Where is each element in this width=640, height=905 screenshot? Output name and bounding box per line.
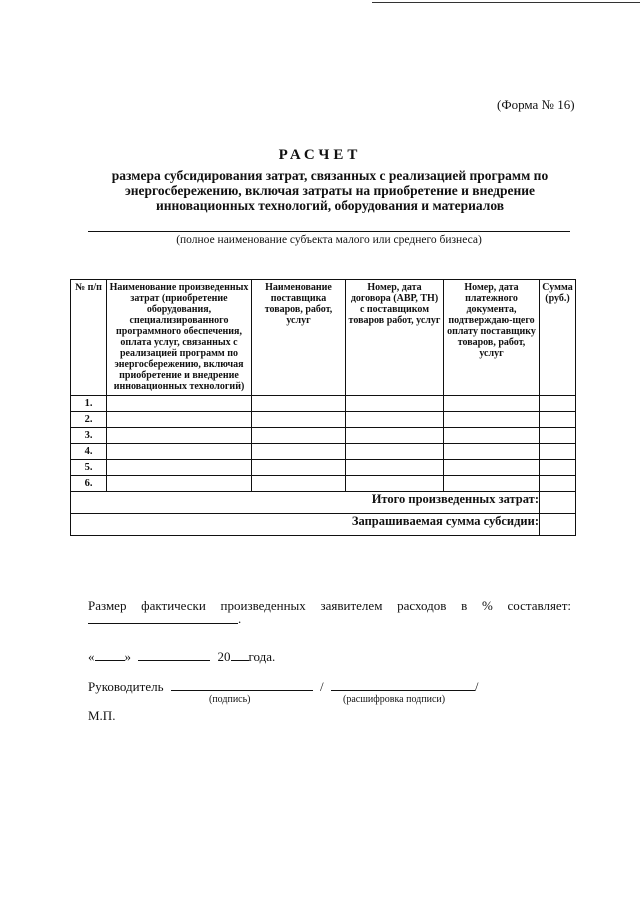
header-payment-doc: Номер, дата платежного документа, подтверждаю-щего оплату поставщику товаров, работ, услуг xyxy=(444,280,540,396)
table-cell[interactable] xyxy=(540,476,576,492)
row-number: 2. xyxy=(71,412,107,428)
table-cell[interactable] xyxy=(540,460,576,476)
header-expense-name: Наименование произведенных затрат (приобретение оборудования, специализированного программного обеспечения, оплата услуг, связанных с реализацией программ по энергосбережению, включая приобретение и внедрение инновационных технологий) xyxy=(107,280,252,396)
table-cell[interactable] xyxy=(346,460,444,476)
table-row xyxy=(71,444,576,460)
table-cell[interactable] xyxy=(540,396,576,412)
table-cell[interactable] xyxy=(252,460,346,476)
header-number: № п/п xyxy=(71,280,107,396)
total-amount-cell[interactable] xyxy=(540,492,576,514)
table-cell[interactable] xyxy=(107,428,252,444)
date-year-prefix: 20 xyxy=(217,649,231,664)
table-row xyxy=(71,476,576,492)
document-subtitle: размера субсидирования затрат, связанных с реализацией программ по энергосбережению, включая затраты на приобретение и внедрение инновационных технологий, оборудования и материалов xyxy=(111,168,549,213)
table-row xyxy=(71,428,576,444)
requested-row xyxy=(71,514,576,536)
table-cell[interactable] xyxy=(540,444,576,460)
business-name-caption: (полное наименование субъекта малого или среднего бизнеса) xyxy=(176,234,482,246)
date-day-blank[interactable] xyxy=(95,648,125,661)
header-supplier: Наименование поставщика товаров, работ, услуг xyxy=(252,280,346,396)
table-row xyxy=(71,412,576,428)
document-title: РАСЧЕТ xyxy=(278,147,362,163)
stamp-place: М.П. xyxy=(88,708,116,723)
total-label: Итого произведенных затрат: xyxy=(71,492,540,514)
table-cell[interactable] xyxy=(252,444,346,460)
date-year-suffix: года. xyxy=(248,649,276,664)
total-row xyxy=(71,492,576,514)
table-cell[interactable] xyxy=(444,444,540,460)
table-cell[interactable] xyxy=(444,428,540,444)
date-close-quote: » xyxy=(124,649,131,664)
expense-percent-text: Размер фактически произведенных заявителем расходов в % составляет: xyxy=(88,598,571,613)
header-contract: Номер, дата договора (АВР, ТН) с поставщиком товаров работ, услуг xyxy=(346,280,444,396)
signature-line xyxy=(88,678,479,695)
table-row xyxy=(71,460,576,476)
table-cell[interactable] xyxy=(346,476,444,492)
date-line xyxy=(88,648,275,665)
row-number: 3. xyxy=(71,428,107,444)
expense-table xyxy=(70,279,576,536)
expense-percent-blank[interactable] xyxy=(88,623,238,624)
row-number: 4. xyxy=(71,444,107,460)
table-cell[interactable] xyxy=(107,460,252,476)
row-number: 1. xyxy=(71,396,107,412)
requested-amount-cell[interactable] xyxy=(540,514,576,536)
table-cell[interactable] xyxy=(540,412,576,428)
table-cell[interactable] xyxy=(107,444,252,460)
business-name-line xyxy=(88,231,570,232)
signature-decode-caption: (расшифровка подписи) xyxy=(343,694,446,705)
table-cell[interactable] xyxy=(346,428,444,444)
date-open-quote: « xyxy=(88,649,95,664)
table-cell[interactable] xyxy=(107,396,252,412)
expense-percent-period: . xyxy=(238,611,242,626)
table-cell[interactable] xyxy=(346,444,444,460)
table-cell[interactable] xyxy=(107,476,252,492)
signature-separator-end: / xyxy=(474,679,479,694)
row-number: 6. xyxy=(71,476,107,492)
requested-label: Запрашиваемая сумма субсидии: xyxy=(71,514,540,536)
table-cell[interactable] xyxy=(346,412,444,428)
signature-blank[interactable] xyxy=(171,678,313,691)
scan-edge-line xyxy=(372,2,640,3)
date-year-blank[interactable] xyxy=(231,648,249,661)
signature-separator: / xyxy=(320,679,324,694)
table-cell[interactable] xyxy=(540,428,576,444)
table-cell[interactable] xyxy=(252,412,346,428)
table-cell[interactable] xyxy=(444,396,540,412)
table-cell[interactable] xyxy=(444,476,540,492)
table-cell[interactable] xyxy=(444,460,540,476)
date-month-blank[interactable] xyxy=(138,648,210,661)
table-cell[interactable] xyxy=(252,476,346,492)
table-header-row xyxy=(71,280,576,396)
signature-label: Руководитель xyxy=(88,679,164,694)
header-amount: Сумма (руб.) xyxy=(540,280,576,396)
signature-caption: (подпись) xyxy=(209,694,251,705)
signature-decode-blank[interactable] xyxy=(331,678,475,691)
table-cell[interactable] xyxy=(252,428,346,444)
table-cell[interactable] xyxy=(107,412,252,428)
row-number: 5. xyxy=(71,460,107,476)
table-cell[interactable] xyxy=(346,396,444,412)
form-number: (Форма № 16) xyxy=(497,97,575,112)
table-row xyxy=(71,396,576,412)
table-cell[interactable] xyxy=(252,396,346,412)
table-cell[interactable] xyxy=(444,412,540,428)
